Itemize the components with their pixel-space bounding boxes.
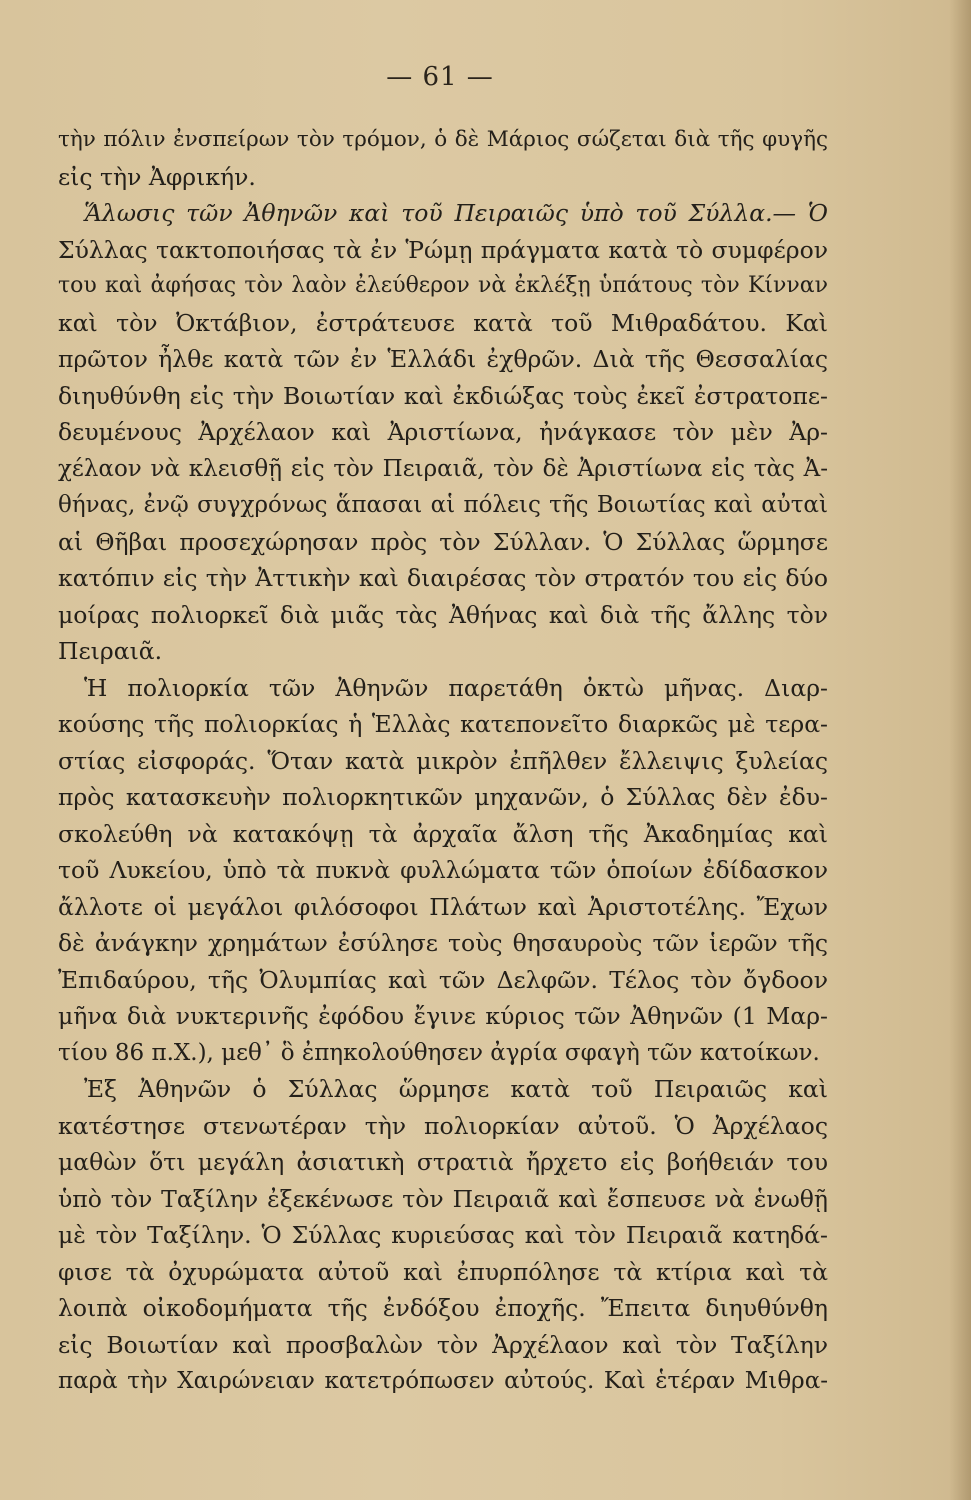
text-line: θήνας, ἐνῷ συγχρόνως ἅπασαι αἱ πόλεις τῆς Βοιωτίας καὶ αὐταὶ [58, 492, 828, 518]
text-line: πρῶτον ἦλθε κατὰ τῶν ἐν Ἑλλάδι ἐχθρῶν. Διὰ τῆς Θεσσαλίας [58, 345, 828, 373]
body-text [58, 122, 828, 1400]
page-number: — 61 — [386, 62, 494, 92]
text-line: τίου 86 π.Χ.), μεθ᾽ ὃ ἐπηκολούθησεν ἀγρία σφαγὴ τῶν κατοίκων. [58, 1039, 820, 1066]
text-line: παρὰ τὴν Χαιρώνειαν κατετρόπωσεν αὐτούς. Καὶ ἑτέραν Μιθρα- [58, 1368, 828, 1394]
text-line: τοῦ Λυκείου, ὑπὸ τὰ πυκνὰ φυλλώματα τῶν ὁποίων ἐδίδασκον [58, 856, 828, 884]
text-line: ἄλλοτε οἱ μεγάλοι φιλόσοφοι Πλάτων καὶ Ἀριστοτέλης. Ἔχων [58, 892, 828, 921]
text-line: Σύλλας τακτοποιήσας τὰ ἐν Ῥώμῃ πράγματα κατὰ τὸ συμφέρον [58, 235, 828, 264]
text-line: ὑπὸ τὸν Ταξίλην ἐξεκένωσε τὸν Πειραιᾶ καὶ ἔσπευσε νὰ ἑνωθῇ [58, 1184, 828, 1213]
text-line: δευμένους Ἀρχέλαον καὶ Ἀριστίωνα, ἠνάγκασε τὸν μὲν Ἀρ- [58, 418, 828, 446]
text-line: του καὶ ἀφήσας τὸν λαὸν ἐλεύθερον νὰ ἐκλέξῃ ὑπάτους τὸν Κίνναν [58, 273, 828, 298]
section-heading-line: Ἅλωσις τῶν Ἀθηνῶν καὶ τοῦ Πειραιῶς ὑπὸ τοῦ Σύλλα.— Ὁ [84, 199, 828, 227]
text-line: λοιπὰ οἰκοδομήματα τῆς ἐνδόξου ἐποχῆς. Ἔπειτα διηυθύνθη [58, 1294, 828, 1322]
text-line: μαθὼν ὅτι μεγάλη ἀσιατικὴ στρατιὰ ἤρχετο εἰς βοήθειάν του [58, 1148, 828, 1176]
text-line: εἰς τὴν Ἀφρικήν. [58, 162, 256, 191]
text-line: δὲ ἀνάγκην χρημάτων ἐσύλησε τοὺς θησαυροὺς τῶν ἱερῶν τῆς [58, 929, 828, 957]
text-line: διηυθύνθη εἰς τὴν Βοιωτίαν καὶ ἐκδιώξας τοὺς ἐκεῖ ἐστρατοπε- [58, 381, 828, 410]
text-line: πρὸς κατασκευὴν πολιορκητικῶν μηχανῶν, ὁ Σύλλας δὲν ἐδυ- [58, 783, 828, 811]
text-line: φισε τὰ ὀχυρώματα αὐτοῦ καὶ ἐπυρπόλησε τὰ κτίρια καὶ τὰ [58, 1257, 828, 1286]
text-line: μοίρας πολιορκεῖ διὰ μιᾶς τὰς Ἀθήνας καὶ διὰ τῆς ἄλλης τὸν [58, 600, 828, 629]
text-line: κούσης τῆς πολιορκίας ἡ Ἑλλὰς κατεπονεῖτο διαρκῶς μὲ τερα- [58, 710, 828, 738]
page-edge-shadow [949, 0, 971, 1500]
text-line: Ἐπιδαύρου, τῆς Ὀλυμπίας καὶ τῶν Δελφῶν. Τέλος τὸν ὄγδοον [58, 965, 828, 994]
text-line: Ἐξ Ἀθηνῶν ὁ Σύλλας ὥρμησε κατὰ τοῦ Πειραιῶς καὶ [84, 1075, 828, 1103]
text-line: μῆνα διὰ νυκτερινῆς ἐφόδου ἔγινε κύριος τῶν Ἀθηνῶν (1 Μαρ- [58, 1002, 828, 1030]
text-line: σκολεύθη νὰ κατακόψῃ τὰ ἀρχαῖα ἄλση τῆς Ἀκαδημίας καὶ [58, 819, 828, 848]
text-line: εἰς Βοιωτίαν καὶ προσβαλὼν τὸν Ἀρχέλαον καὶ τὸν Ταξίλην [58, 1330, 828, 1359]
text-line: καὶ τὸν Ὀκτάβιον, ἐστράτευσε κατὰ τοῦ Μιθραδάτου. Καὶ [58, 308, 828, 337]
text-line: Πειραιᾶ. [58, 637, 163, 665]
text-line: κατέστησε στενωτέραν τὴν πολιορκίαν αὐτοῦ. Ὁ Ἀρχέλαος [58, 1111, 828, 1140]
text-line: κατόπιν εἰς τὴν Ἀττικὴν καὶ διαιρέσας τὸν στρατόν του εἰς δύο [58, 564, 828, 592]
text-line: αἱ Θῆβαι προσεχώρησαν πρὸς τὸν Σύλλαν. Ὁ Σύλλας ὥρμησε [58, 527, 828, 556]
text-line: στίας εἰσφοράς. Ὅταν κατὰ μικρὸν ἐπῆλθεν ἔλλειψις ξυλείας [58, 746, 828, 775]
text-line: Ἡ πολιορκία τῶν Ἀθηνῶν παρετάθη ὀκτὼ μῆνας. Διαρ- [84, 673, 828, 702]
text-line: χέλαον νὰ κλεισθῇ εἰς τὸν Πειραιᾶ, τὸν δὲ Ἀριστίωνα εἰς τὰς Ἀ- [58, 455, 828, 482]
text-line: μὲ τὸν Ταξίλην. Ὁ Σύλλας κυριεύσας καὶ τὸν Πειραιᾶ κατηδά- [58, 1221, 828, 1249]
text-line: τὴν πόλιν ἐνσπείρων τὸν τρόμον, ὁ δὲ Μάριος σώζεται διὰ τῆς φυγῆς [58, 127, 828, 152]
